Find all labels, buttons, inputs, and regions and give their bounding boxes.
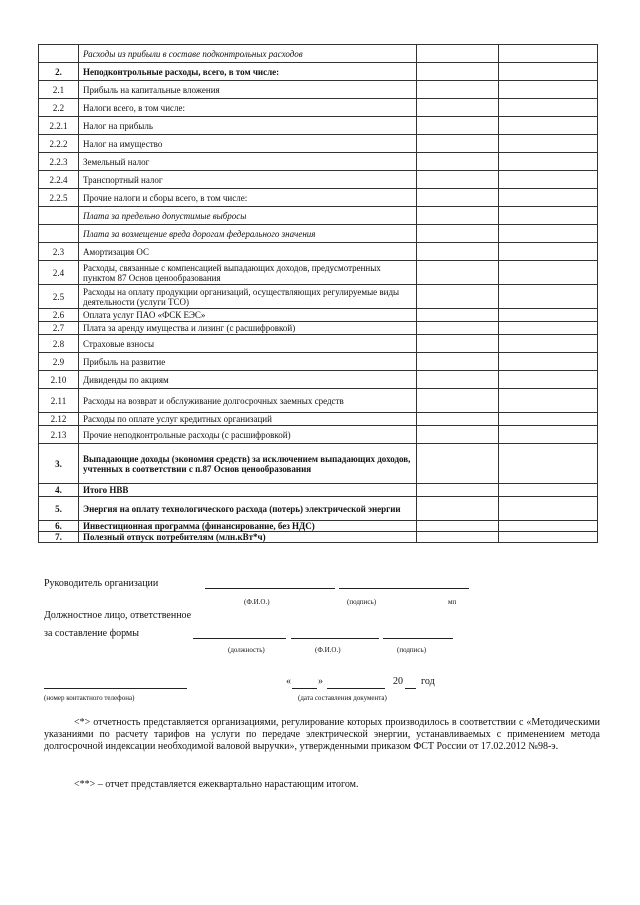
table-row (39, 335, 598, 353)
row-number: 2.2.3 (39, 153, 79, 171)
value-cell-plan[interactable] (417, 171, 499, 189)
row-label: Транспортный налог (79, 171, 417, 189)
value-cell-plan[interactable] (417, 521, 499, 532)
table-row (39, 207, 598, 225)
value-cell-plan[interactable] (417, 117, 499, 135)
position-caption: (должность) (228, 646, 265, 654)
row-label: Итого НВВ (79, 484, 417, 497)
value-cell-plan[interactable] (417, 444, 499, 484)
responsible-fio-caption: (Ф.И.О.) (315, 646, 341, 654)
row-number: 2.11 (39, 389, 79, 413)
value-cell-fact[interactable] (499, 484, 598, 497)
table-row (39, 413, 598, 426)
date-year-line[interactable] (405, 688, 416, 689)
table-row (39, 153, 598, 171)
row-label: Неподконтрольные расходы, всего, в том числе: (79, 63, 417, 81)
row-number: 2.2.2 (39, 135, 79, 153)
row-label: Расходы на возврат и обслуживание долгосрочных заемных средств (79, 389, 417, 413)
table-row (39, 171, 598, 189)
value-cell-fact[interactable] (499, 353, 598, 371)
table-row (39, 135, 598, 153)
responsible-signature-line[interactable] (383, 638, 453, 639)
row-number: 2.3 (39, 243, 79, 261)
date-caption: (дата составления документа) (298, 694, 387, 702)
row-label: Прочие неподконтрольные расходы (с расшифровкой) (79, 426, 417, 444)
value-cell-fact[interactable] (499, 207, 598, 225)
value-cell-fact[interactable] (499, 335, 598, 353)
table-row (39, 285, 598, 309)
value-cell-fact[interactable] (499, 81, 598, 99)
table-row (39, 117, 598, 135)
row-number: 2.2.4 (39, 171, 79, 189)
row-number: 2.4 (39, 261, 79, 285)
value-cell-fact[interactable] (499, 261, 598, 285)
value-cell-plan[interactable] (417, 81, 499, 99)
table-row (39, 225, 598, 243)
row-label: Расходы на оплату продукции организаций, осуществляющих регулируемые виды деятельности (услуги ТСО) (79, 285, 417, 309)
table-row (39, 261, 598, 285)
row-label: Инвестиционная программа (финансирование, без НДС) (79, 521, 417, 532)
row-label: Налог на прибыль (79, 117, 417, 135)
value-cell-fact[interactable] (499, 135, 598, 153)
footnote-1 (44, 717, 600, 753)
date-open-quote: « (286, 676, 291, 687)
row-label: Налог на имущество (79, 135, 417, 153)
head-fio-caption: (Ф.И.О.) (244, 598, 270, 606)
head-signature-line[interactable] (339, 588, 469, 589)
table-row (39, 389, 598, 413)
row-number: 2.10 (39, 371, 79, 389)
table-row (39, 81, 598, 99)
row-label: Расходы из прибыли в составе подконтрольных расходов (79, 45, 417, 63)
value-cell-fact[interactable] (499, 225, 598, 243)
row-label: Налоги всего, в том числе: (79, 99, 417, 117)
head-signature-caption: (подпись) (347, 598, 377, 606)
value-cell-plan[interactable] (417, 207, 499, 225)
value-cell-fact[interactable] (499, 389, 598, 413)
head-label: Руководитель организации (44, 578, 159, 589)
value-cell-plan[interactable] (417, 225, 499, 243)
value-cell-fact[interactable] (499, 153, 598, 171)
value-cell-plan[interactable] (417, 335, 499, 353)
row-number: 4. (39, 484, 79, 497)
row-label: Плата за предельно допустимые выбросы (79, 207, 417, 225)
row-label: Выпадающие доходы (экономия средств) за исключением выпадающих доходов, учтенных в соответствии с п.87 Основ ценообразования (79, 444, 417, 484)
date-month-line[interactable] (327, 688, 385, 689)
value-cell-fact[interactable] (499, 497, 598, 521)
table-row (39, 99, 598, 117)
value-cell-fact[interactable] (499, 63, 598, 81)
value-cell-plan[interactable] (417, 353, 499, 371)
head-fio-line[interactable] (205, 588, 335, 589)
row-label: Плата за возмещение вреда дорогам федерального значения (79, 225, 417, 243)
value-cell-fact[interactable] (499, 309, 598, 322)
value-cell-fact[interactable] (499, 371, 598, 389)
table-row (39, 484, 598, 497)
value-cell-plan[interactable] (417, 413, 499, 426)
row-number: 7. (39, 532, 79, 543)
value-cell-fact[interactable] (499, 413, 598, 426)
phone-caption: (номер контактного телефона) (44, 694, 135, 702)
value-cell-plan[interactable] (417, 389, 499, 413)
value-cell-fact[interactable] (499, 171, 598, 189)
table-row (39, 63, 598, 81)
value-cell-plan[interactable] (417, 285, 499, 309)
row-label: Дивиденды по акциям (79, 371, 417, 389)
row-label: Страховые взносы (79, 335, 417, 353)
row-number: 6. (39, 521, 79, 532)
row-label: Энергия на оплату технологического расхода (потерь) электрической энергии (79, 497, 417, 521)
responsible-signature-caption: (подпись) (397, 646, 427, 654)
responsible-label-line2: за составление формы (44, 628, 139, 639)
responsible-label-line1: Должностное лицо, ответственное (44, 610, 192, 621)
row-number (39, 225, 79, 243)
row-number (39, 45, 79, 63)
row-label: Оплата услуг ПАО «ФСК ЕЭС» (79, 309, 417, 322)
responsible-fio-line[interactable] (291, 638, 379, 639)
cost-table (38, 44, 598, 543)
table-row (39, 371, 598, 389)
value-cell-plan[interactable] (417, 309, 499, 322)
value-cell-fact[interactable] (499, 532, 598, 543)
value-cell-fact[interactable] (499, 189, 598, 207)
value-cell-plan[interactable] (417, 497, 499, 521)
value-cell-plan[interactable] (417, 532, 499, 543)
row-label: Расходы, связанные с компенсацией выпадающих доходов, предусмотренных пунктом 87 Основ ценообразования (79, 261, 417, 285)
stamp-caption: мп (448, 598, 457, 606)
row-number: 2.5 (39, 285, 79, 309)
value-cell-plan[interactable] (417, 153, 499, 171)
date-year-prefix: 20 (393, 676, 403, 687)
value-cell-plan[interactable] (417, 99, 499, 117)
value-cell-fact[interactable] (499, 521, 598, 532)
row-number: 2. (39, 63, 79, 81)
value-cell-plan[interactable] (417, 426, 499, 444)
value-cell-plan[interactable] (417, 484, 499, 497)
row-number: 2.2 (39, 99, 79, 117)
table-row (39, 309, 598, 322)
row-number (39, 207, 79, 225)
row-label: Прибыль на развитие (79, 353, 417, 371)
table-row (39, 532, 598, 543)
row-number: 2.12 (39, 413, 79, 426)
value-cell-fact[interactable] (499, 444, 598, 484)
date-year-suffix: год (421, 676, 435, 687)
value-cell-plan[interactable] (417, 371, 499, 389)
row-label: Прочие налоги и сборы всего, в том числе: (79, 189, 417, 207)
table-row (39, 243, 598, 261)
table-row (39, 353, 598, 371)
value-cell-fact[interactable] (499, 45, 598, 63)
table-row (39, 189, 598, 207)
row-label: Полезный отпуск потребителям (млн.кВт*ч) (79, 532, 417, 543)
value-cell-plan[interactable] (417, 243, 499, 261)
date-day-line[interactable] (292, 688, 317, 689)
table-row (39, 322, 598, 335)
value-cell-fact[interactable] (499, 99, 598, 117)
table-row (39, 426, 598, 444)
value-cell-plan[interactable] (417, 189, 499, 207)
value-cell-fact[interactable] (499, 117, 598, 135)
row-number: 5. (39, 497, 79, 521)
row-number: 3. (39, 444, 79, 484)
table-row (39, 45, 598, 63)
value-cell-fact[interactable] (499, 426, 598, 444)
value-cell-fact[interactable] (499, 243, 598, 261)
row-number: 2.8 (39, 335, 79, 353)
row-number: 2.2.5 (39, 189, 79, 207)
row-number: 2.6 (39, 309, 79, 322)
cost-table-body (39, 45, 598, 543)
row-number: 2.9 (39, 353, 79, 371)
footnote-2-text: <**> – отчет представляется ежеквартально нарастающим итогом. (74, 779, 359, 790)
table-row (39, 497, 598, 521)
phone-line[interactable] (44, 688, 187, 689)
row-number: 2.1 (39, 81, 79, 99)
value-cell-plan[interactable] (417, 45, 499, 63)
table-row (39, 521, 598, 532)
row-label: Амортизация ОС (79, 243, 417, 261)
table-row (39, 444, 598, 484)
date-close-quote: » (318, 676, 323, 687)
row-number: 2.13 (39, 426, 79, 444)
row-number: 2.7 (39, 322, 79, 335)
row-label: Расходы по оплате услуг кредитных организаций (79, 413, 417, 426)
value-cell-fact[interactable] (499, 285, 598, 309)
row-number: 2.2.1 (39, 117, 79, 135)
row-label: Плата за аренду имущества и лизинг (с расшифровкой) (79, 322, 417, 335)
value-cell-plan[interactable] (417, 261, 499, 285)
footnote-2 (44, 779, 600, 791)
value-cell-plan[interactable] (417, 322, 499, 335)
footnote-1-text: <*> отчетность представляется организациями, регулирование которых производилось в соответствии с «Методическими указаниями по расчету тарифов на услуги по передаче электрической энергии, устанавливаемых с применением метода долгосрочной индексации необходимой валовой выручки», утвержденными приказом ФСТ России от 17.02.2012 №98-э. (44, 717, 600, 752)
position-line[interactable] (193, 638, 286, 639)
value-cell-fact[interactable] (499, 322, 598, 335)
row-label: Земельный налог (79, 153, 417, 171)
value-cell-plan[interactable] (417, 63, 499, 81)
row-label: Прибыль на капитальные вложения (79, 81, 417, 99)
value-cell-plan[interactable] (417, 135, 499, 153)
